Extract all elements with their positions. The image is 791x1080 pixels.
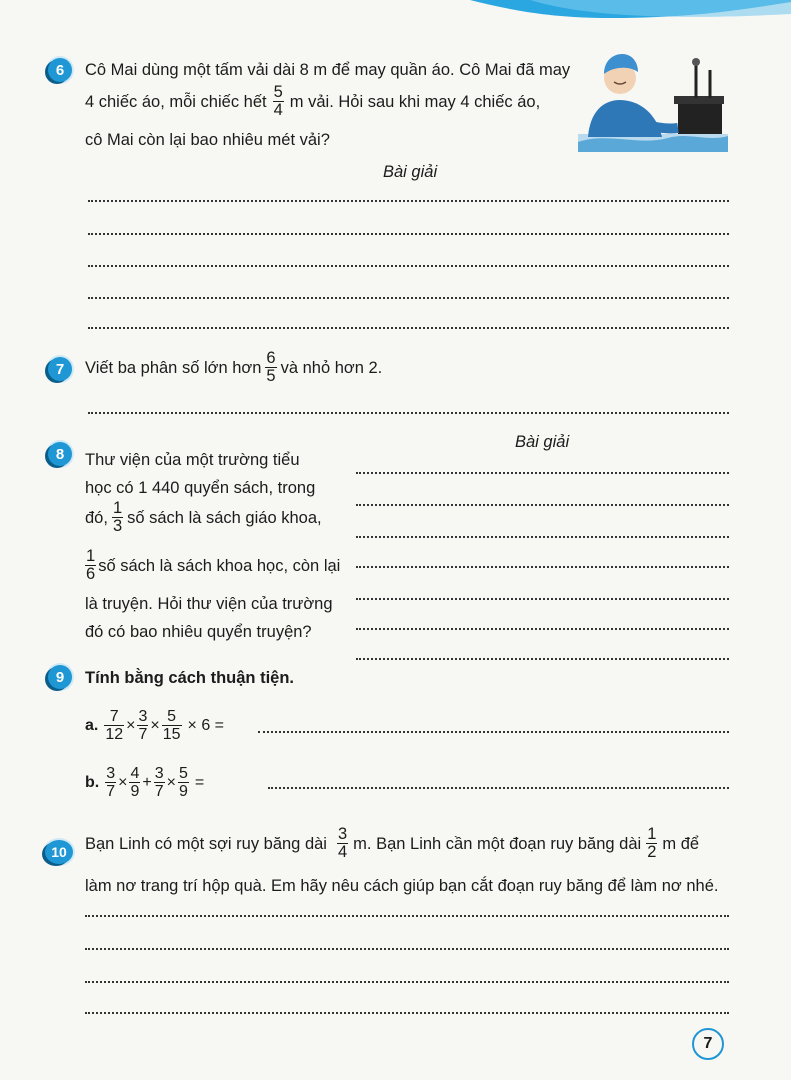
question-8-line-2: học có 1 440 quyển sách, trong [85,479,316,497]
question-9-b-answer-line[interactable] [268,787,729,789]
times-sign: × [126,716,136,734]
page-number: 7 [692,1028,724,1060]
question-9-b-tail: = [194,773,205,791]
question-7-number: 7 [48,357,72,381]
question-8-number: 8 [48,442,72,466]
question-9-part-a [85,708,224,743]
question-10-line-2: làm nơ trang trí hộp quà. Em hãy nêu cách giúp bạn cắt đoạn ruy băng để làm nơ nhé. [85,877,719,895]
fraction-3-7: $\frac{3}{7}$ [106,765,116,800]
question-6-answer-line-5[interactable] [88,327,729,329]
times-sign: × [166,773,176,791]
question-6-answer-line-2[interactable] [88,233,729,235]
question-8-answer-line-1[interactable] [356,472,729,474]
question-10-answer-line-2[interactable] [85,948,729,950]
times-sign: × [118,773,128,791]
fraction-3-4: $\frac{3}{4}$ [337,825,348,861]
question-8-line-4: $\frac{1}{6}$ số sách là sách khoa học, còn lại [86,547,341,583]
question-10-answer-line-4[interactable] [85,1012,729,1014]
fraction-5-9: $\frac{5}{9}$ [178,765,188,800]
question-8-answer-line-3[interactable] [356,536,729,538]
fraction-7-12: $\frac{7}{12}$ [105,708,124,743]
question-8-solution-label: Bài giải [515,433,570,451]
question-6-line-2: 4 chiếc áo, mỗi chiếc hết $\frac{5}{4}$ m vải. Hỏi sau khi may 4 chiếc áo, [85,83,541,119]
question-8-answer-line-7[interactable] [356,658,729,660]
question-6-answer-line-4[interactable] [88,297,729,299]
question-10-answer-line-3[interactable] [85,981,729,983]
fraction-4-9: $\frac{4}{9}$ [130,765,140,800]
question-8-line-5: là truyện. Hỏi thư viện của trường [85,595,333,613]
question-10-number: 10 [45,840,73,864]
question-8-answer-line-2[interactable] [356,504,729,506]
question-7-text: Viết ba phân số lớn hơn $\frac{6}{5}$ và nhỏ hơn 2. [85,349,383,385]
question-8-answer-line-4[interactable] [356,566,729,568]
question-8-answer-line-5[interactable] [356,598,729,600]
fraction-3-7: $\frac{3}{7}$ [154,765,164,800]
question-9-number: 9 [48,665,72,689]
fraction-5-4: $\frac{5}{4}$ [273,83,283,119]
question-8-line-1: Thư viện của một trường tiểu [85,451,300,469]
question-10-line-1: Bạn Linh có một sợi ruy băng dài $\frac{3}{4}$ m. Bạn Linh cần một đoạn ruy băng dài $\frac{1}{2}$ m để [85,825,700,861]
question-6-line-1: Cô Mai dùng một tấm vải dài 8 m để may quần áo. Cô Mai đã may [85,61,571,79]
fraction-6-5: $\frac{6}{5}$ [266,349,276,385]
question-9-a-tail: × 6 = [187,716,225,734]
question-6-solution-label: Bài giải [383,163,438,181]
question-9-a-label: a. [85,716,99,734]
question-7-answer-line[interactable] [88,412,729,414]
question-9-part-b [85,765,204,800]
fraction-1-6: $\frac{1}{6}$ [86,547,96,583]
times-sign: × [150,716,160,734]
fraction-5-15: $\frac{5}{15}$ [162,708,181,743]
question-6-answer-line-3[interactable] [88,265,729,267]
fraction-3-7: $\frac{3}{7}$ [138,708,148,743]
question-9-b-label: b. [85,773,100,791]
header-wave-decoration [470,0,791,40]
question-9-title: Tính bằng cách thuận tiện. [85,669,295,687]
question-8-answer-line-6[interactable] [356,628,729,630]
question-6-line-3: cô Mai còn lại bao nhiêu mét vải? [85,131,330,149]
question-8-line-6: đó có bao nhiêu quyển truyện? [85,623,312,641]
fraction-1-3: $\frac{1}{3}$ [112,499,123,535]
question-6-answer-line-1[interactable] [88,200,729,202]
fraction-1-2: $\frac{1}{2}$ [647,825,657,861]
question-8-line-3: đó, $\frac{1}{3}$ số sách là sách giáo khoa, [85,499,322,535]
question-10-answer-line-1[interactable] [85,915,729,917]
question-9-a-answer-line[interactable] [258,731,729,733]
plus-sign: + [142,773,152,791]
question-6-number: 6 [48,58,72,82]
woman-sewing-illustration [578,42,728,157]
